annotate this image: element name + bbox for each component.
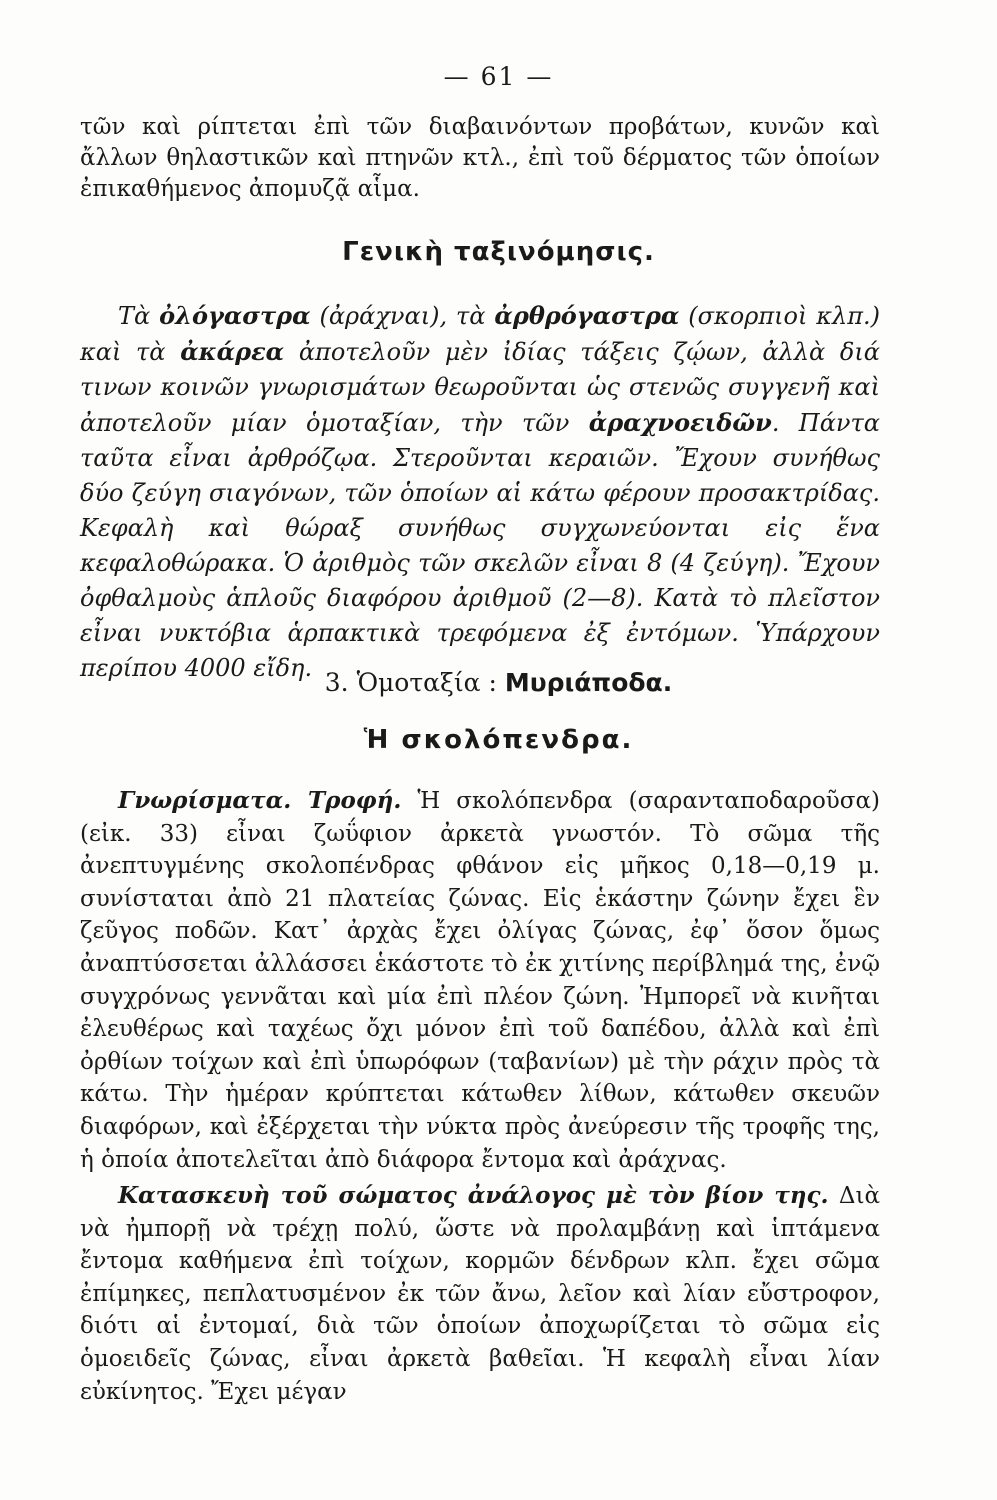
text-run: (σκορπιοὶ κλπ.) καὶ τὰ: [80, 302, 881, 366]
paragraph-characteristics-food: [80, 785, 880, 1176]
term-ologastra: ὀλόγαστρα: [159, 301, 311, 330]
paragraph-lead-characteristics: Γνωρίσματα. Τροφή.: [118, 787, 402, 814]
paragraph-arachnid-body: [80, 298, 880, 686]
heading-scolopendra: Ἡ σκολόπενδρα.: [363, 725, 634, 755]
term-arachnoeidon: ἀραχνοειδῶν: [588, 408, 772, 437]
term-akarea: ἀκάρεα: [180, 337, 285, 366]
paragraph-lead-structure: Κατασκευὴ τοῦ σώματος ἀνάλογος μὲ τὸν βίον της.: [118, 1182, 829, 1209]
text-run: ἀποτελοῦν μὲν ἰδίας τάξεις ζῴων, ἀλλὰ διά τινων κοινῶν γνωρισμάτων θεωροῦνται ὡς στενῶς συγγενῆ καὶ ἀποτελοῦν μίαν ὁμοταξίαν, τὴν τῶν: [80, 338, 880, 437]
paragraph-continuation: τῶν καὶ ρίπτεται ἐπὶ τῶν διαβαινόντων προβάτων, κυνῶν καὶ ἄλλων θηλαστικῶν καὶ πτηνῶν κτλ., ἐπὶ τοῦ δέρματος τῶν ὁποίων ἐπικαθήμενος ἀπομυζᾷ αἷμα.: [80, 114, 880, 202]
text-run: Τὰ: [118, 302, 160, 330]
paragraph-body-structure-text: Διὰ νὰ ἠμπορῇ νὰ τρέχῃ πολύ, ὥστε νὰ προλαμβάνῃ καὶ ἱπτάμενα ἔντομα καθήμενα ἐπὶ τοίχων, κορμῶν δένδρων κλπ. ἔχει σῶμα ἐπίμηκες, πεπλατυσμένον ἐκ τῶν ἄνω, λεῖον καὶ λίαν εὔστροφον, διότι αἱ ἐντομαί, διὰ τῶν ὁποίων ἀποχωρίζεται τὸ σῶμα εἰς ὁμοειδεῖς ζώνας, εἶναι ἀρκετὰ βαθεῖαι. Ἡ κεφαλὴ εἶναι λίαν εὐκίνητος. Ἔχει μέγαν: [80, 1183, 880, 1405]
term-arthrogastra: ἀρθρόγαστρα: [494, 301, 680, 330]
text-run: (ἀράχναι), τὰ: [310, 302, 495, 330]
class-heading-myriapoda: [0, 668, 997, 697]
class-name: Μυριάποδα.: [504, 668, 673, 697]
page-number: — 61 —: [443, 62, 554, 91]
class-prefix: 3. Ὁμοταξία :: [324, 668, 505, 697]
heading-general-classification: Γενικὴ ταξινόμησις.: [342, 237, 655, 267]
paragraph-arachnid-classification: [80, 298, 880, 686]
paragraph-body-structure: [80, 1180, 880, 1408]
paragraph-body-characteristics: Ἡ σκολόπενδρα (σαρανταποδαροῦσα) (εἰκ. 33) εἶναι ζωΰφιον ἀρκετὰ γνωστόν. Τὸ σῶμα τῆς ἀνεπτυγμένης σκολοπένδρας φθάνον εἰς μῆκος 0,18—0,19 μ. συνίσταται ἀπὸ 21 πλατείας ζώνας. Εἰς ἑκάστην ζώνην ἔχει ἓν ζεῦγος ποδῶν. Κατ᾿ ἀρχὰς ἔχει ὀλίγας ζώνας, ἐφ᾿ ὅσον ὅμως ἀναπτύσσεται ἀλλάσσει ἑκάστοτε τὸ ἐκ χιτίνης περίβλημά της, ἐνῷ συγχρόνως γεννᾶται καὶ μία ἐπὶ πλέον ζώνη. Ἠμπορεῖ νὰ κινῆται ἐλευθέρως καὶ ταχέως ὄχι μόνον ἐπὶ τοῦ δαπέδου, ἀλλὰ καὶ ἐπὶ ὀρθίων τοίχων καὶ ἐπὶ ὑπωρόφων (ταβανίων) μὲ τὴν ράχιν πρὸς τὰ κάτω. Τὴν ἡμέραν κρύπτεται κάτωθεν λίθων, κάτωθεν σκευῶν διαφόρων, καὶ ἐξέρχεται τὴν νύκτα πρὸς ἀνεύρεσιν τῆς τροφῆς της, ἡ ὁποία ἀποτελεῖται ἀπὸ διάφορα ἔντομα καὶ ἀράχνας.: [80, 788, 880, 1173]
text-run: . Πάντα ταῦτα εἶναι ἀρθρόζῳα. Στεροῦνται κεραιῶν. Ἔχουν συνήθως δύο ζεύγη σιαγόνων, τῶν ὁποίων αἱ κάτω φέρουν προσακτρίδας. Κεφαλὴ καὶ θώραξ συνήθως συγχωνεύονται εἰς ἕνα κεφαλοθώρακα. Ὁ ἀριθμὸς τῶν σκελῶν εἶναι 8 (4 ζεύγη). Ἔχουν ὀφθαλμοὺς ἁπλοῦς διαφόρου ἀριθμοῦ (2—8). Κατὰ τὸ πλεῖστον εἶναι νυκτόβια ἁρπακτικὰ τρεφόμενα ἐξ ἐντόμων. Ὑπάρχουν περίπου 4000 εἴδη.: [80, 409, 881, 682]
